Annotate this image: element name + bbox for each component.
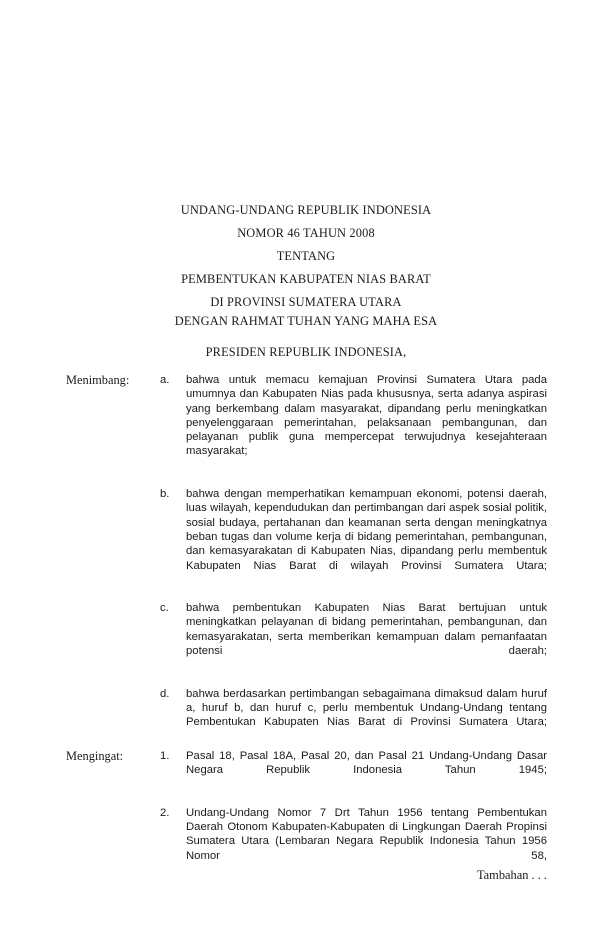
page-continuation-note: Tambahan . . .	[476, 868, 547, 882]
clause-text: Pasal 18, Pasal 18A, Pasal 20, dan Pasal 21 Undang-Undang Dasar Negara Republik Indonesia Tahun 1945;	[186, 750, 547, 777]
menimbang-clause-list	[0, 373, 612, 744]
title-line-number: NOMOR 46 TAHUN 2008	[237, 225, 375, 240]
clause-text: bahwa dengan memperhatikan kemampuan ekonomi, potensi daerah, luas wilayah, kependudukan dan pertimbangan dari aspek sosial politik, sosial budaya, pertahanan dan keamanan serta dengan meningkatnya beban tugas dan volume kerja di bidang pemerintahan, pembangunan, dan kemasyarakatan di Kabupaten Nias, dipandang perlu membentuk Kabupaten Nias Barat di wilayah Provinsi Sumatera Utara;	[186, 488, 547, 572]
list-item	[0, 806, 612, 877]
section-menimbang	[0, 373, 612, 744]
list-item	[0, 749, 612, 792]
clause-marker: d.	[160, 687, 170, 700]
title-line-law-type: UNDANG-UNDANG REPUBLIK INDONESIA	[180, 203, 432, 217]
clause-text: bahwa berdasarkan pertimbangan sebagaimana dimaksud dalam huruf a, huruf b, dan huruf c, perlu membentuk Undang-Undang tentang Pembentukan Kabupaten Nias Barat di Provinsi Sumatera Utara;	[186, 687, 547, 729]
clause-marker: b.	[160, 488, 170, 501]
list-item	[0, 601, 612, 672]
clause-marker: a.	[160, 374, 170, 386]
clause-text: Undang-Undang Nomor 7 Drt Tahun 1956 tentang Pembentukan Daerah Otonom Kabupaten-Kabupaten di Lingkungan Daerah Propinsi Sumatera Utara (Lembaran Negara Republik Indonesia Tahun 1956 Nomor 58,	[186, 806, 547, 862]
document-preamble-block	[0, 314, 612, 360]
issuer-line: PRESIDEN REPUBLIK INDONESIA,	[205, 345, 407, 359]
section-mengingat	[0, 749, 612, 877]
list-item	[0, 373, 612, 473]
title-line-about: TENTANG	[276, 248, 336, 263]
title-line-subject: PEMBENTUKAN KABUPATEN NIAS BARAT	[181, 271, 431, 286]
section-label-menimbang: Menimbang:	[66, 373, 130, 387]
clause-text: bahwa untuk memacu kemajuan Provinsi Sumatera Utara pada umumnya dan Kabupaten Nias pada khususnya, serta adanya aspirasi yang berkembang dalam masyarakat, dipandang perlu meningkatkan penyelenggaraan pemerintahan, pelaksanaan pembangunan, dan pelayanan publik guna mempercepat terwujudnya kesejahteraan masyarakat;	[186, 374, 547, 458]
title-line-province: DI PROVINSI SUMATERA UTARA	[210, 294, 402, 309]
document-title-block	[0, 199, 612, 314]
invocation-line: DENGAN RAHMAT TUHAN YANG MAHA ESA	[174, 314, 438, 328]
clause-marker: 2.	[160, 806, 170, 819]
clause-marker: 1.	[160, 750, 170, 762]
list-item	[0, 687, 612, 744]
mengingat-clause-list	[0, 749, 612, 877]
clause-text: bahwa pembentukan Kabupaten Nias Barat bertujuan untuk meningkatkan pelayanan di bidang pemerintahan, pembangunan, dan kemasyarakatan, serta memberikan kemampuan dalam pemanfaatan potensi daerah;	[186, 602, 547, 658]
list-item	[0, 487, 612, 587]
clause-marker: c.	[160, 602, 169, 615]
section-label-mengingat: Mengingat:	[66, 749, 124, 763]
